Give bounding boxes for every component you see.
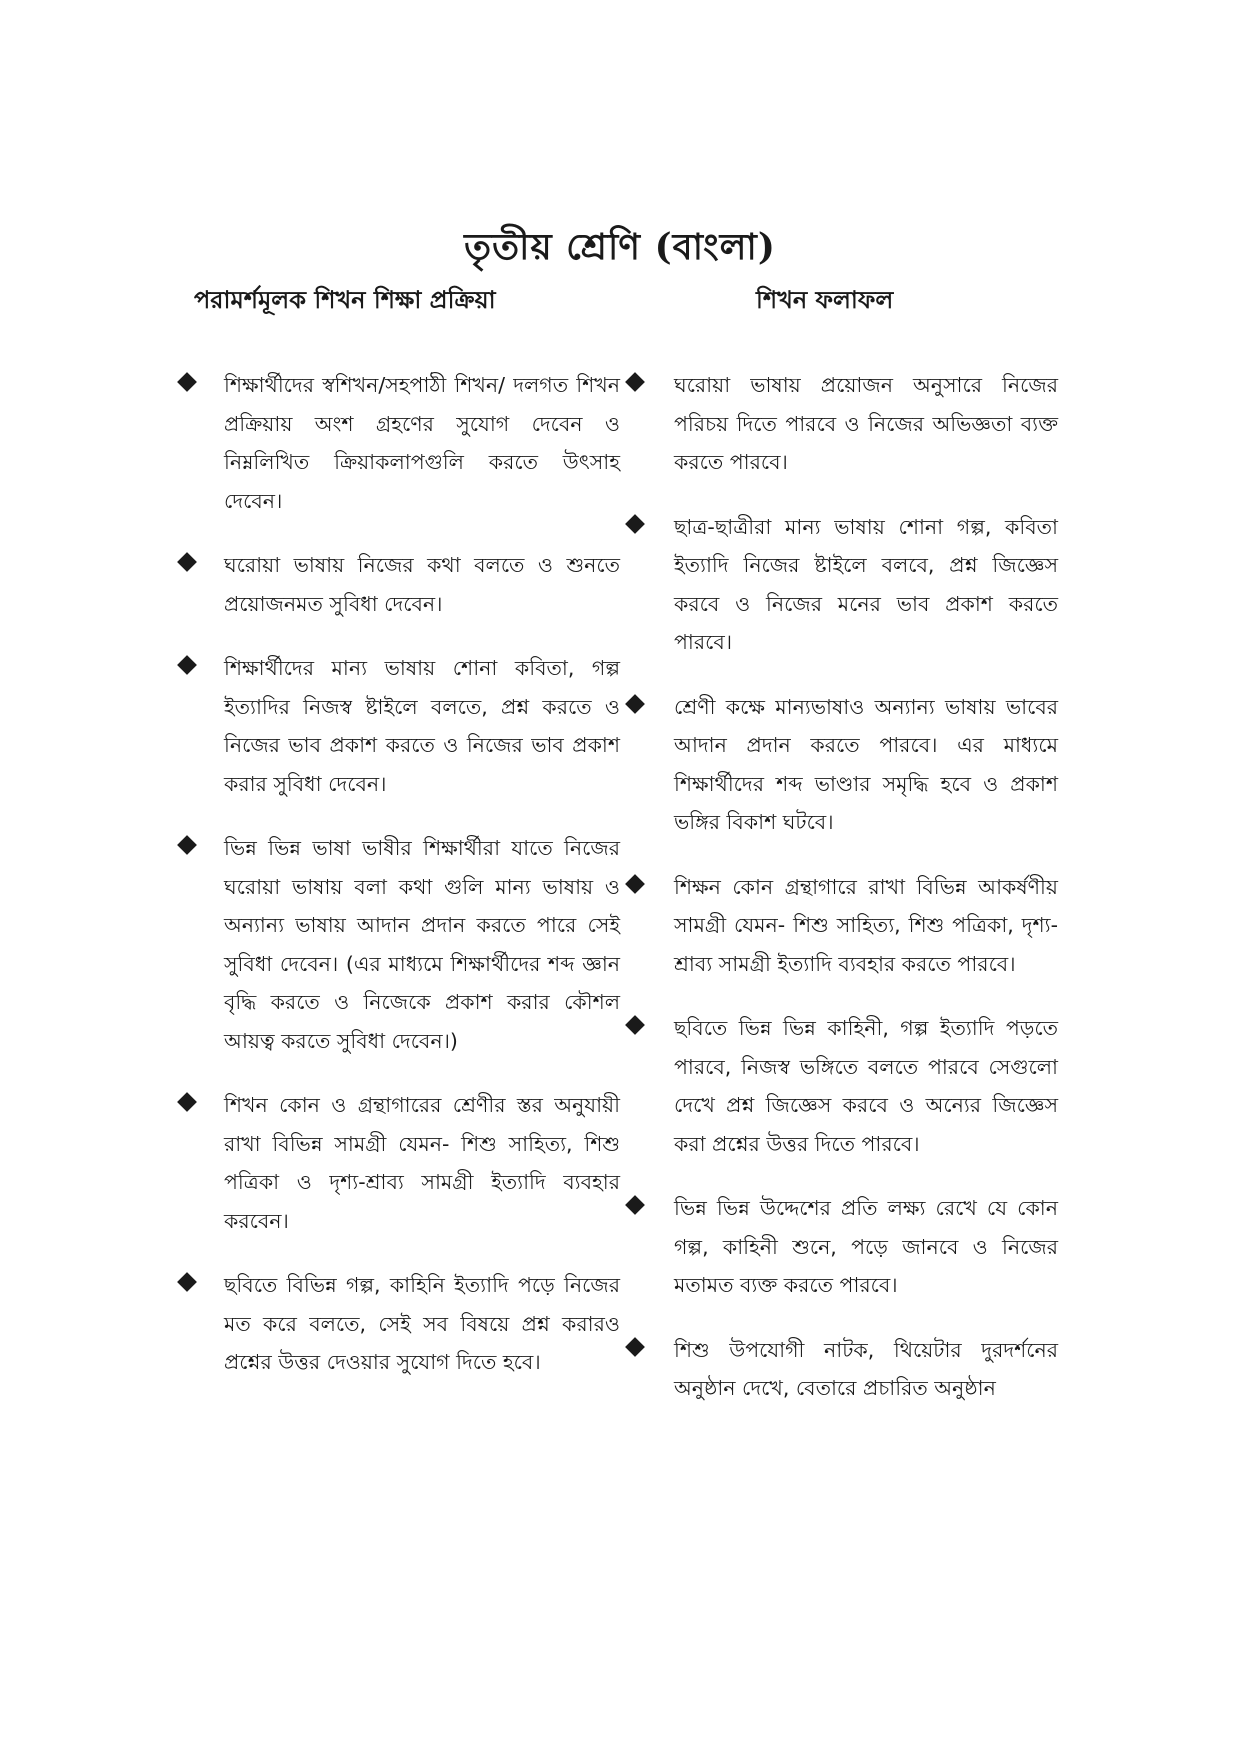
list-item-text: ভিন্ন ভিন্ন ভাষা ভাষীর শিক্ষার্থীরা যাতে নিজের ঘরোয়া ভাষায় বলা কথা গুলি মান্য ভাষায় ও অন্যান্য ভাষায় আদান প্রদান করতে পারে সেই সুবিধা দেবেন। (এর মাধ্যমে শিক্ষার্থীদের শব্দ জ্ঞান বৃদ্ধি করতে ও নিজেকে প্রকাশ করার কৌশল আয়ত্ব করতে সুবিধা দেবেন।) <box>224 836 620 1053</box>
diamond-bullet-icon <box>177 1272 197 1292</box>
diamond-bullet-icon <box>177 1092 197 1112</box>
list-item-text: শিক্ষন কোন গ্রন্থাগারে রাখা বিভিন্ন আকর্ষণীয় সামগ্রী যেমন- শিশু সাহিত্য, শিশু পত্রিকা, দৃশ্য-শ্রাব্য সামগ্রী ইত্যাদি ব্যবহার করতে পারবে। <box>674 874 1058 976</box>
diamond-bullet-icon <box>625 694 645 714</box>
list-item <box>180 829 620 1060</box>
list-item-text: ঘরোয়া ভাষায় প্রয়োজন অনুসারে নিজের পরিচয় দিতে পারবে ও নিজের অভিজ্ঞতা ব্যক্ত করতে পারবে। <box>674 373 1058 474</box>
list-item <box>628 1009 1058 1163</box>
diamond-bullet-icon <box>625 514 645 534</box>
list-item-text: শিশু উপযোগী নাটক, থিয়েটার দুরদর্শনের অনুষ্ঠান দেখে, বেতারে প্রচারিত অনুষ্ঠান <box>674 1337 1058 1400</box>
diamond-bullet-icon <box>625 874 645 894</box>
right-column-heading: শিখন ফলাফল <box>756 286 894 314</box>
list-item <box>628 1189 1058 1305</box>
list-item-text: ঘরোয়া ভাষায় নিজের কথা বলতে ও শুনতে প্রয়োজনমত সুবিধা দেবেন। <box>224 553 620 616</box>
page-title: তৃতীয় শ্রেণি (বাংলা) <box>464 226 776 269</box>
diamond-bullet-icon <box>177 835 197 855</box>
list-item <box>180 1086 620 1240</box>
diamond-bullet-icon <box>177 655 197 675</box>
right-column-list <box>628 366 1058 1408</box>
diamond-bullet-icon <box>177 552 197 572</box>
list-item <box>628 688 1058 842</box>
diamond-bullet-icon <box>177 372 197 392</box>
diamond-bullet-icon <box>625 1337 645 1357</box>
list-item-text: ছাত্র-ছাত্রীরা মান্য ভাষায় শোনা গল্প, কবিতা ইত্যাদি নিজের ষ্টাইলে বলবে, প্রশ্ন জিজ্ঞেস করবে ও নিজের মনের ভাব প্রকাশ করতে পারবে। <box>674 514 1058 654</box>
list-item-text: শিক্ষার্থীদের মান্য ভাষায় শোনা কবিতা, গল্প ইত্যাদির নিজস্ব ষ্টাইলে বলতে, প্রশ্ন করতে ও নিজের ভাব প্রকাশ করতে ও নিজের ভাব প্রকাশ করার সুবিধা দেবেন। <box>224 656 620 796</box>
left-column-heading: পরামর্শমূলক শিখন শিক্ষা প্রক্রিয়া <box>194 286 496 314</box>
diamond-bullet-icon <box>625 1195 645 1215</box>
list-item-text: ভিন্ন ভিন্ন উদ্দেশের প্রতি লক্ষ্য রেখে যে কোন গল্প, কাহিনী শুনে, পড়ে জানবে ও নিজের মতামত ব্যক্ত করতে পারবে। <box>674 1196 1058 1297</box>
right-column <box>628 282 1058 1434</box>
list-item <box>180 1266 620 1382</box>
list-item <box>628 868 1058 984</box>
list-item <box>180 649 620 803</box>
list-item <box>628 508 1058 662</box>
list-item-text: শ্রেণী কক্ষে মান্যভাষাও অন্যান্য ভাষায় ভাবের আদান প্রদান করতে পারবে। এর মাধ্যমে শিক্ষার্থীদের শব্দ ভাণ্ডার সমৃদ্ধি হবে ও প্রকাশ ভঙ্গির বিকাশ ঘটবে। <box>674 694 1058 834</box>
list-item <box>180 546 620 623</box>
list-item-text: শিক্ষার্থীদের স্বশিখন/সহপাঠী শিখন/ দলগত শিখন প্রক্রিয়ায় অংশ গ্রহণের সুযোগ দেবেন ও নিম্নলিখিত ক্রিয়াকলাপগুলি করতে উৎসাহ দেবেন। <box>224 373 620 513</box>
list-item-text: ছবিতে বিভিন্ন গল্প, কাহিনি ইত্যাদি পড়ে নিজের মত করে বলতে, সেই সব বিষয়ে প্রশ্ন করারও প্রশ্নের উত্তর দেওয়ার সুযোগ দিতে হবে। <box>224 1273 620 1374</box>
left-column-list <box>180 366 620 1382</box>
list-item-text: শিখন কোন ও গ্রন্থাগারের শ্রেণীর স্তর অনুযায়ী রাখা বিভিন্ন সামগ্রী যেমন- শিশু সাহিত্য, শিশু পত্রিকা ও দৃশ্য-শ্রাব্য সামগ্রী ইত্যাদি ব্যবহার করবেন। <box>224 1093 620 1233</box>
list-item <box>628 366 1058 482</box>
diamond-bullet-icon <box>625 1015 645 1035</box>
list-item-text: ছবিতে ভিন্ন ভিন্ন কাহিনী, গল্প ইত্যাদি পড়তে পারবে, নিজস্ব ভঙ্গিতে বলতে পারবে সেগুলো দেখে প্রশ্ন জিজ্ঞেস করবে ও অন্যের জিজ্ঞেস করা প্রশ্নের উত্তর দিতে পারবে। <box>674 1016 1058 1156</box>
list-item <box>628 1331 1058 1408</box>
left-column <box>180 282 620 1408</box>
diamond-bullet-icon <box>625 372 645 392</box>
list-item <box>180 366 620 520</box>
